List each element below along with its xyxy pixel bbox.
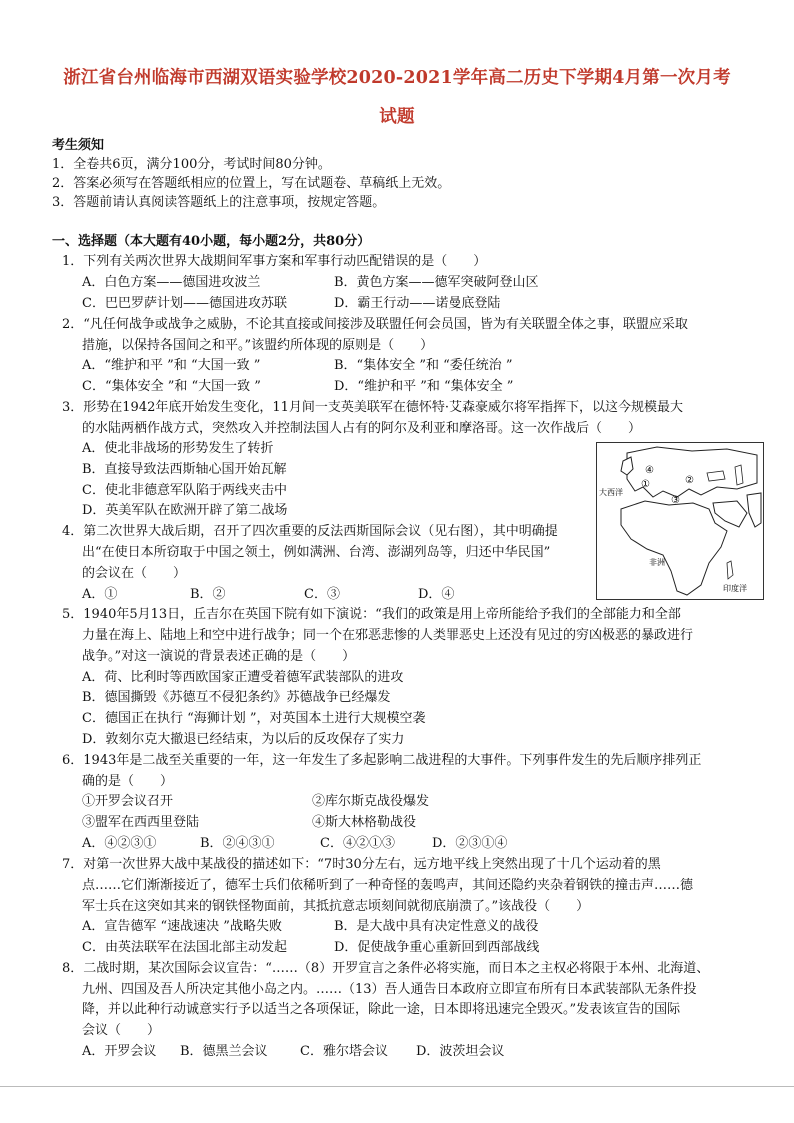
- question-stem: 确的是（ ）: [82, 774, 174, 789]
- option-d: D．④: [418, 587, 455, 602]
- question-stem: 会议（ ）: [82, 1023, 161, 1038]
- event-item: ②库尔斯克战役爆发: [312, 794, 430, 809]
- black-sea-shape: [707, 471, 725, 481]
- option-c: C．使北非德意军队陷于两线夹击中: [82, 483, 287, 498]
- question-stem: 5．1940年5月13日，丘吉尔在英国下院有如下演说：“我们的政策是用上帝所能给予我们的全部能力和全部: [62, 607, 681, 622]
- question-stem: 措施，以保持各国间之和平。”该盟约所体现的原则是（ ）: [82, 338, 434, 353]
- conference-map: [596, 442, 764, 600]
- option-b: B．德国撕毁《苏德互不侵犯条约》苏德战争已经爆发: [82, 690, 391, 705]
- option-c: C．巴巴罗萨计划——德国进攻苏联: [82, 296, 287, 311]
- africa-shape: [621, 501, 727, 595]
- map-marker-3: ③: [671, 495, 680, 506]
- event-item: ③盟军在西西里登陆: [82, 815, 200, 830]
- map-label-atlantic: 大西洋: [599, 488, 623, 497]
- asia-shape: [747, 493, 761, 527]
- option-c: C．④②①③: [320, 836, 395, 851]
- option-b: B．“集体安全 ”和 “委任统治 ”: [334, 358, 513, 373]
- madagascar-shape: [727, 561, 733, 579]
- section-heading: 一、选择题（本大题有40小题，每小题2分，共80分）: [52, 234, 371, 249]
- option-c: C．德国正在执行 “海狮计划 ”，对英国本土进行大规模空袭: [82, 711, 426, 726]
- map-drawing: [597, 443, 763, 599]
- question-stem: 九州、四国及吾人所决定其他小岛之内。……（13）吾人通告日本政府立即宣布所有日本武装部队无条件投: [82, 982, 697, 997]
- question-stem: 7．对第一次世界大战中某战役的描述如下：“7时30分左右，远方地平线上突然出现了十几个运动着的黑: [62, 857, 661, 872]
- notice-item: 2．答案必须写在答题纸相应的位置上，写在试题卷、草稿纸上无效。: [52, 176, 451, 191]
- question-stem: 力量在海上、陆地上和空中进行战争；同一个在邪恶悲惨的人类罪恶史上还没有见过的穷凶极恶的暴政进行: [82, 628, 694, 643]
- question-stem: 战争。”对这一演说的背景表述正确的是（ ）: [82, 649, 356, 664]
- arabia-shape: [713, 501, 747, 527]
- option-c: C．③: [304, 587, 340, 602]
- option-d: D．②③①④: [432, 836, 508, 851]
- exam-title: 浙江省台州临海市西湖双语实验学校2020-2021学年高二历史下学期4月第一次月考: [63, 68, 731, 88]
- notice-heading: 考生须知: [52, 138, 105, 153]
- option-a: A．宣告德军 “速战速决 ”战略失败: [82, 919, 282, 934]
- question-stem: 6．1943年是二战至关重要的一年，这一年发生了多起影响二战进程的大事件。下列事件发生的先后顺序排列正: [62, 753, 702, 768]
- question-stem: 军士兵在这突如其来的钢铁怪物面前，其抵抗意志顷刻间就彻底崩溃了。”该战役（ ）: [82, 899, 590, 914]
- question-stem: 的水陆两栖作战方式，突然攻入并控制法国人占有的阿尔及利亚和摩洛哥。这一次作战后（ ）: [82, 421, 642, 436]
- option-a: A．④②③①: [82, 836, 157, 851]
- option-a: A．使北非战场的形势发生了转折: [82, 441, 274, 456]
- map-label-africa: 非洲: [649, 558, 665, 567]
- question-stem: 3．形势在1942年底开始发生变化，11月间一支英美联军在德怀特·艾森豪威尔将军指挥下，以这今规模最大: [62, 400, 684, 415]
- notice-item: 1．全卷共6页，满分100分，考试时间80分钟。: [52, 157, 331, 172]
- option-d: D．促使战争重心重新回到西部战线: [334, 940, 540, 955]
- question-stem: 2．“凡任何战争或战争之威胁，不论其直接或间接涉及联盟任何会员国，皆为有关联盟全体之事，联盟应采取: [62, 317, 688, 332]
- page-footer-rule: [0, 1086, 794, 1087]
- event-item: ①开罗会议召开: [82, 794, 174, 809]
- option-c: C．“集体安全 ”和 “大国一致 ”: [82, 379, 261, 394]
- option-d: D．敦刻尔克大撤退已经结束，为以后的反攻保存了实力: [82, 732, 405, 747]
- option-a: A．荷、比利时等西欧国家正遭受着德军武装部队的进攻: [82, 670, 404, 685]
- option-b: B．直接导致法西斯轴心国开始瓦解: [82, 462, 287, 477]
- map-label-indian-ocean: 印度洋: [723, 584, 747, 593]
- option-d: D．波茨坦会议: [416, 1044, 505, 1059]
- event-item: ④斯大林格勒战役: [312, 815, 417, 830]
- option-d: D．霸王行动——诺曼底登陆: [334, 296, 501, 311]
- map-marker-1: ①: [641, 479, 650, 490]
- exam-title-continued: 试题: [379, 107, 415, 127]
- option-a: A．白色方案——德国进攻波兰: [82, 275, 261, 290]
- option-c: C．由英法联军在法国北部主动发起: [82, 940, 287, 955]
- question-stem: 的会议在（ ）: [82, 566, 187, 581]
- question-stem: 点……它们渐渐接近了，德军士兵们依稀听到了一种奇怪的轰鸣声，其间还隐约夹杂着钢铁的撞击声……德: [82, 878, 694, 893]
- map-marker-2: ②: [685, 475, 694, 486]
- question-stem: 4．第二次世界大战后期，召开了四次重要的反法西斯国际会议（见右图），其中明确提: [62, 524, 558, 539]
- option-d: D．“维护和平 ”和 “集体安全 ”: [334, 379, 514, 394]
- option-a: A．“维护和平 ”和 “大国一致 ”: [82, 358, 261, 373]
- option-a: A．①: [82, 587, 118, 602]
- map-marker-4: ④: [645, 465, 654, 476]
- option-d: D．英美军队在欧洲开辟了第二战场: [82, 503, 288, 518]
- option-a: A．开罗会议: [82, 1044, 157, 1059]
- question-stem: 出“在使日本所窃取于中国之领土，例如满洲、台湾、澎湖列岛等，归还中华民国”: [82, 545, 551, 560]
- notice-item: 3．答题前请认真阅读答题纸上的注意事项，按规定答题。: [52, 195, 386, 210]
- option-c: C．雅尔塔会议: [300, 1044, 388, 1059]
- option-b: B．②④③①: [200, 836, 275, 851]
- question-stem: 降，并以此种行动诚意实行予以适当之各项保证，除此一途，日本即将迅速完全毁灭。”发表该宣告的国际: [82, 1002, 681, 1017]
- question-stem: 8．二战时期，某次国际会议宣告：“……（8）开罗宣言之条件必将实施，而日本之主权必将限于本州、北海道、: [62, 961, 710, 976]
- option-b: B．黄色方案——德军突破阿登山区: [334, 275, 539, 290]
- option-b: B．是大战中具有决定性意义的战役: [334, 919, 539, 934]
- question-stem: 1．下列有关两次世界大战期间军事方案和军事行动匹配错误的是（ ）: [62, 254, 487, 269]
- option-b: B．德黑兰会议: [180, 1044, 268, 1059]
- option-b: B．②: [190, 587, 226, 602]
